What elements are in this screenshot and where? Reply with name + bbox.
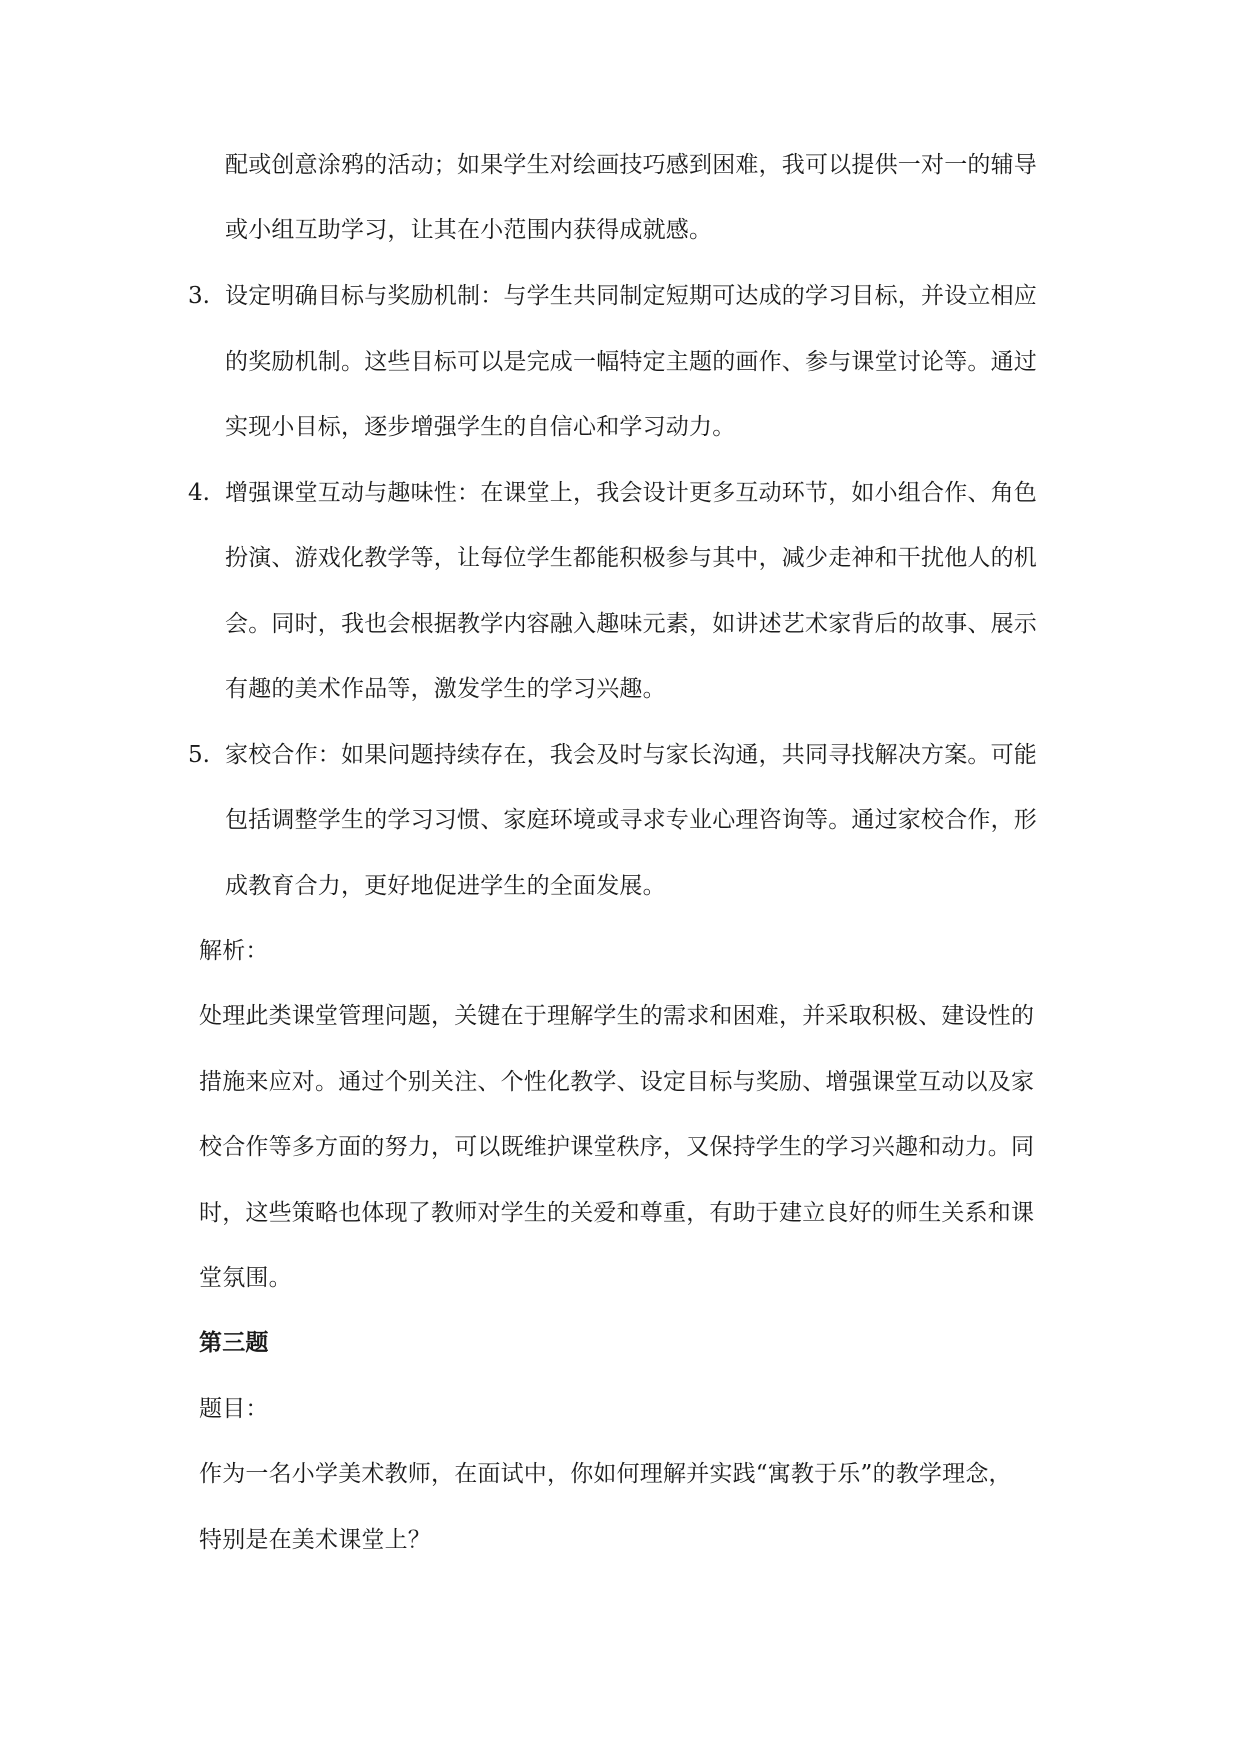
- list-item-line: 有趣的美术作品等，激发学生的学习兴趣。: [225, 676, 666, 702]
- analysis-line: 校合作等多方面的努力，可以既维护课堂秩序，又保持学生的学习兴趣和动力。同: [199, 1134, 1035, 1160]
- list-item-number: 4.: [188, 480, 210, 506]
- question-line: 特别是在美术课堂上？: [199, 1527, 431, 1553]
- question-line: 作为一名小学美术教师，在面试中，你如何理解并实践“寓教于乐”的教学理念，: [199, 1461, 1012, 1487]
- list-item-number: 5.: [188, 742, 210, 768]
- question-label: 题目：: [199, 1396, 269, 1422]
- analysis-line: 时，这些策略也体现了教师对学生的关爱和尊重，有助于建立良好的师生关系和课: [199, 1200, 1035, 1226]
- analysis-line: 堂氛围。: [199, 1265, 292, 1291]
- list-item-line: 设定明确目标与奖励机制：与学生共同制定短期可达成的学习目标，并设立相应: [225, 283, 1037, 309]
- list-item-line: 包括调整学生的学习习惯、家庭环境或寻求专业心理咨询等。通过家校合作，形: [225, 807, 1037, 833]
- list-item-number: 3.: [188, 283, 210, 309]
- list-item-line: 扮演、游戏化教学等，让每位学生都能积极参与其中，减少走神和干扰他人的机: [225, 545, 1037, 571]
- analysis-line: 措施来应对。通过个别关注、个性化教学、设定目标与奖励、增强课堂互动以及家: [199, 1069, 1035, 1095]
- list-item-line: 家校合作：如果问题持续存在，我会及时与家长沟通，共同寻找解决方案。可能: [225, 742, 1037, 768]
- list-item-line: 会。同时，我也会根据教学内容融入趣味元素，如讲述艺术家背后的故事、展示: [225, 611, 1037, 637]
- continued-item-line: 配或创意涂鸦的活动；如果学生对绘画技巧感到困难，我可以提供一对一的辅导: [225, 152, 1037, 178]
- analysis-label: 解析：: [199, 938, 269, 964]
- list-item-line: 实现小目标，逐步增强学生的自信心和学习动力。: [225, 414, 736, 440]
- list-item-line: 成教育合力，更好地促进学生的全面发展。: [225, 873, 666, 899]
- list-item-line: 增强课堂互动与趣味性：在课堂上，我会设计更多互动环节，如小组合作、角色: [225, 480, 1037, 506]
- list-item-line: 的奖励机制。这些目标可以是完成一幅特定主题的画作、参与课堂讨论等。通过: [225, 349, 1037, 375]
- analysis-line: 处理此类课堂管理问题，关键在于理解学生的需求和困难，并采取积极、建设性的: [199, 1003, 1035, 1029]
- section-heading: 第三题: [199, 1329, 269, 1356]
- continued-item-line: 或小组互助学习，让其在小范围内获得成就感。: [225, 217, 713, 243]
